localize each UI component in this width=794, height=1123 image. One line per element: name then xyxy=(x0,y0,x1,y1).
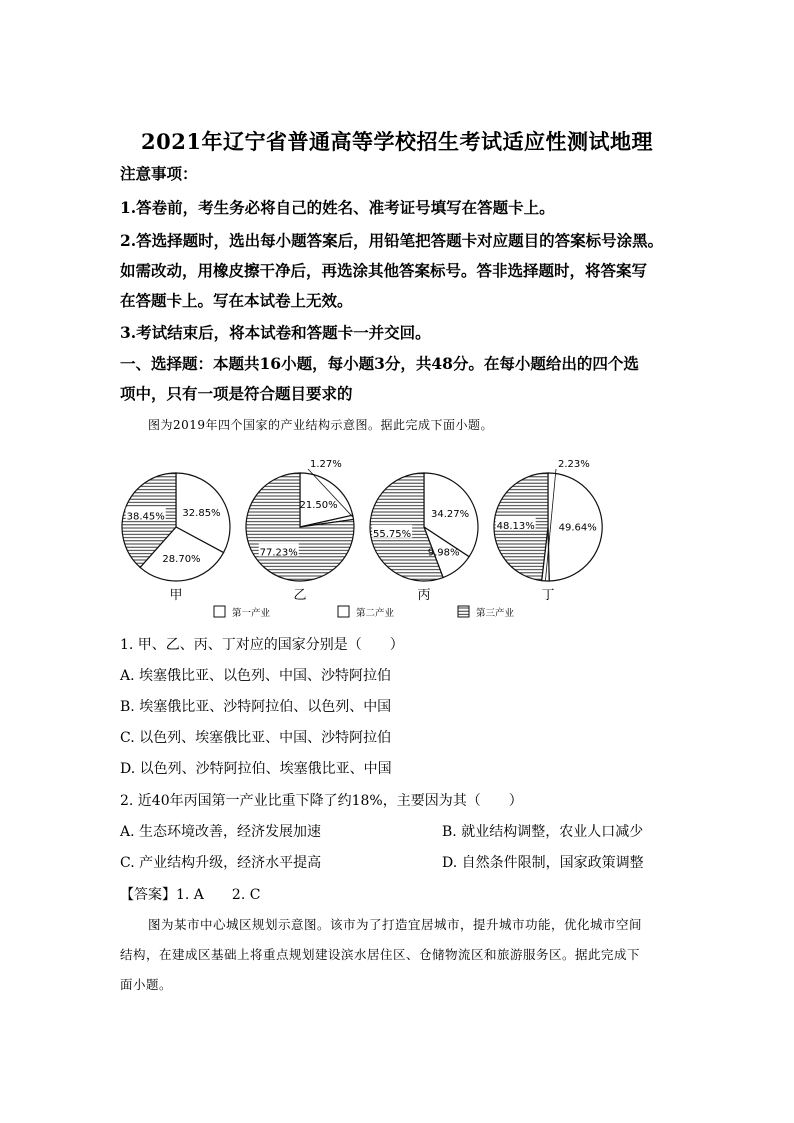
question-2-option-c: C. 产业结构升级，经济水平提高 xyxy=(120,855,322,871)
question-1-option-b: B. 埃塞俄比亚、沙特阿拉伯、以色列、中国 xyxy=(120,699,392,715)
pie-data-label: 34.27% xyxy=(431,508,470,520)
passage-line: 面小题。 xyxy=(120,977,173,992)
legend-swatch xyxy=(338,606,349,617)
passage-line: 图为某市中心城区规划示意图。该市为了打造宜居城市，提升城市功能，优化城市空间 xyxy=(148,917,643,932)
pie-country-label: 甲 xyxy=(169,588,183,603)
question-1-option-c: C. 以色列、埃塞俄比亚、中国、沙特阿拉伯 xyxy=(120,730,392,746)
pie-country-label: 乙 xyxy=(293,588,307,603)
pie-data-label: 1.27% xyxy=(310,459,342,470)
pie-data-label: 32.85% xyxy=(182,507,221,519)
passage-line: 结构，在建成区基础上将重点规划建设滨水居住区、仓储物流区和旅游服务区。据此完成下 xyxy=(120,947,641,962)
legend-swatch xyxy=(458,606,469,617)
pie-data-label: 77.23% xyxy=(259,547,298,559)
section-heading: 一、选择题：本题共16小题，每小题3分，共48分。在每小题给出的四个选 xyxy=(120,354,639,373)
pie-data-label: 49.64% xyxy=(558,522,597,534)
pie-data-label: 38.45% xyxy=(126,511,165,523)
pie-data-label: 2.23% xyxy=(558,459,590,470)
question-1-option-a: A. 埃塞俄比亚、以色列、中国、沙特阿拉伯 xyxy=(120,668,392,684)
legend-label: 第一产业 xyxy=(232,608,271,619)
question-1-option-d: D. 以色列、沙特阿拉伯、埃塞俄比亚、中国 xyxy=(120,761,392,777)
question-2-option-d: D. 自然条件限制，国家政策调整 xyxy=(442,855,644,871)
notice-item: 在答题卡上。写在本试卷上无效。 xyxy=(120,291,353,310)
notice-item: 2.答选择题时，选出每小题答案后，用铅笔把答题卡对应题目的答案标号涂黑。 xyxy=(120,231,664,250)
question-2-stem: 2. 近40年丙国第一产业比重下降了约18%，主要因为其（ ） xyxy=(120,793,523,809)
legend-swatch xyxy=(214,606,225,617)
pie-data-label: 55.75% xyxy=(373,528,412,540)
notice-heading: 注意事项： xyxy=(120,164,198,183)
pie-data-label: 28.70% xyxy=(162,553,201,565)
question-1-stem: 1. 甲、乙、丙、丁对应的国家分别是（ ） xyxy=(120,637,404,653)
industry-structure-pie-charts xyxy=(110,440,630,630)
legend-label: 第三产业 xyxy=(476,608,515,619)
question-2-option-a: A. 生态环境改善，经济发展加速 xyxy=(120,824,322,840)
answer-line: 【答案】1. A 2. C xyxy=(120,887,261,903)
notice-item: 3.考试结束后，将本试卷和答题卡一并交回。 xyxy=(120,323,431,342)
notice-item: 如需改动，用橡皮擦干净后，再选涂其他答案标号。答非选择题时，将答案写 xyxy=(120,261,648,280)
figure-caption: 图为2019年四个国家的产业结构示意图。据此完成下面小题。 xyxy=(148,418,494,432)
legend-label: 第二产业 xyxy=(356,608,395,619)
pie-data-label: 21.50% xyxy=(299,499,338,511)
pie-country-label: 丙 xyxy=(417,588,431,603)
section-heading-cont: 项中，只有一项是符合题目要求的 xyxy=(120,384,353,403)
pie-data-label: 9.98% xyxy=(427,547,460,559)
pie-country-label: 丁 xyxy=(541,588,555,603)
question-2-option-b: B. 就业结构调整，农业人口减少 xyxy=(442,824,644,840)
passage xyxy=(120,910,680,1000)
pie-data-label: 48.13% xyxy=(496,521,535,533)
notice-item: 1.答卷前，考生务必将自己的姓名、准考证号填写在答题卡上。 xyxy=(120,198,555,217)
page-title: 2021年辽宁省普通高等学校招生考试适应性测试地理 xyxy=(141,129,653,154)
